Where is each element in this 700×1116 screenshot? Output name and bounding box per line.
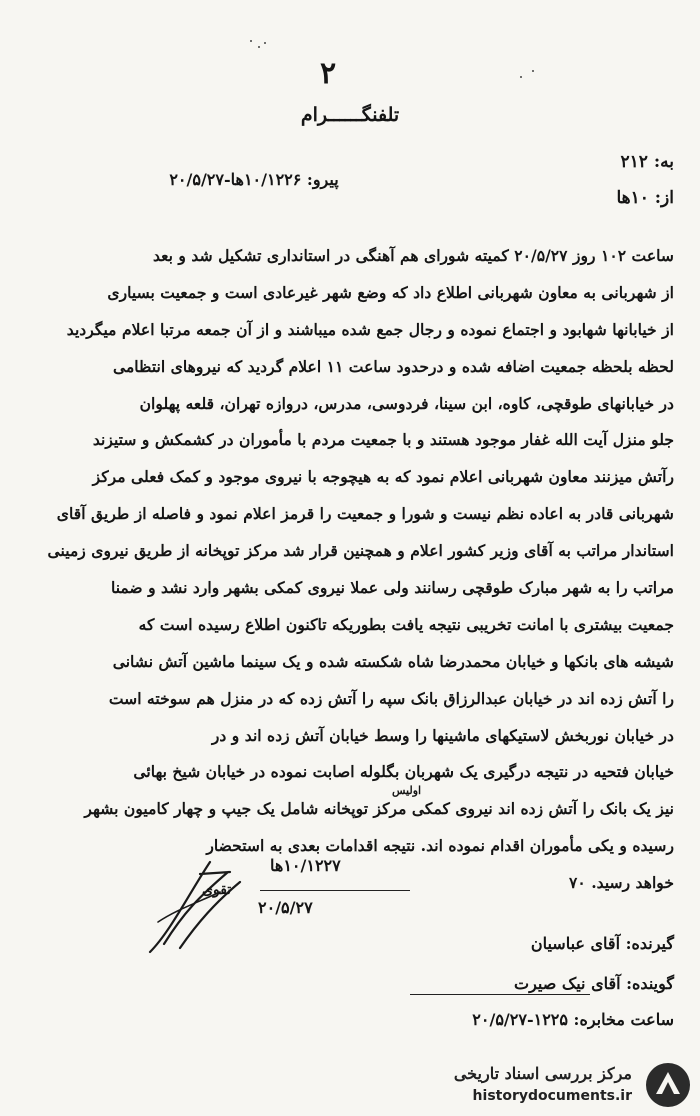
body-line: ساعت ۱۰۲ روز ۲۰/۵/۲۷ کمیته شورای هم آهنگی در استانداری تشکیل شد و بعد: [152, 246, 674, 265]
body-line: شهربانی قادر به اعاده نظم نیست و شورا و جمعیت را قرمز اعلام نمود و فاصله از طریق آقای: [56, 504, 674, 524]
body-line: جمعیت بیشتری با امانت تخریبی نتیجه یافت بطوریکه تاکنون اطلاع رسیده است که: [138, 614, 674, 634]
body-line: در خیابان نوربخش لاستیکهای ماشینها را وسط خیابان آتش زده اند و در: [211, 725, 674, 745]
page-number: ۲: [320, 56, 337, 91]
signature-number: ۱۰/۱۲۲۷ه‍ا: [270, 856, 341, 875]
followup-reference: پیرو: ۱۰/۱۲۲۶ه‍ا-۲۰/۵/۲۷: [169, 170, 339, 189]
archive-logo-icon: [642, 1060, 694, 1110]
body-line: خیابان فتحیه در نتیجه درگیری یک شهربان بگلوله اصابت نموده در خیابان شیخ بهائی: [133, 762, 674, 782]
archive-watermark: [408, 1058, 696, 1112]
body-line: استاندار مراتب به آقای وزیر کشور اعلام و همچنین قرار شد مرکز توپخانه از طریق نیروی زمینی: [47, 541, 674, 561]
body-line: رآتش میزنند معاون شهربانی اعلام نمود که به هیچوجه با نیروی موجود و کمک فعلی مرکز: [92, 467, 674, 487]
body-line: شیشه های بانکها و خیابان محمدرضا شاه شکسته شده و یک سینما ماشین آتش نشانی: [112, 651, 674, 671]
sender-underline: [410, 994, 590, 995]
handwritten-overwrite: اولیس: [392, 784, 422, 797]
transmission-time: ساعت مخابره: ۱۲۲۵-۲۰/۵/۲۷: [472, 1010, 674, 1029]
body-line: در خیابانهای طوقچی، کاوه، ابن سینا، فردوسی، مدرس، دروازه تهران، قلعه پهلوان: [139, 393, 674, 413]
body-line: لحظه بلحظه جمعیت اضافه شده و درحدود ساعت ۱۱ اعلام گردید که نیروهای انتظامی: [112, 356, 674, 376]
reference-from: از: ۱۰ه‍ا: [616, 188, 674, 208]
watermark-url: historydocuments.ir: [472, 1088, 632, 1104]
sender-line: گوینده: آقای نیک صیرت: [514, 974, 674, 993]
body-line: خواهد رسید. ۷۰: [569, 873, 674, 893]
handwritten-signature: [140, 852, 260, 962]
body-line: از خیابانها شهابود و اجتماع نموده و رجال جمع شده میباشند و از آن جمعه مرتبا اعلام میگردید: [66, 319, 674, 339]
watermark-title: مرکز بررسی اسناد تاریخی: [453, 1064, 632, 1083]
signature-divider: [260, 890, 410, 891]
reference-to: به: ۲۱۲: [620, 152, 674, 172]
receiver-line: گیرنده: آقای عباسیان: [530, 934, 674, 953]
signature-block: [140, 852, 440, 962]
telegram-body: [24, 238, 674, 902]
document-type-title: تلفنگــــــرام: [300, 104, 400, 126]
signature-date: ۲۰/۵/۲۷: [258, 898, 313, 917]
body-line: نیز یک بانک را آتش زده اند نیروی کمکی مرکز توپخانه شامل یک جیپ و چهار کامیون بشهر: [84, 799, 674, 819]
body-line: از شهربانی به معاون شهربانی اطلاع داد که وضع شهر غیرعادی است و جمعیت بسیاری: [107, 282, 674, 302]
body-line: مراتب را به شهر مبارک طوقچی رسانند ولی عملا نیروی کمکی بشهر وارد نشد و ضمنا: [110, 578, 674, 598]
signatory-name: تقوی: [202, 882, 232, 898]
body-line: رسیده و یکی مأموران اقدام نموده اند. نتیجه اقدامات بعدی به استحضار: [206, 836, 674, 856]
body-line: جلو منزل آیت الله غفار موجود هستند و با جمعیت مردم با مأموران در کشمکش و ستیزند: [92, 430, 674, 450]
body-line: را آتش زده اند در خیابان عبدالرزاق بانک سپه را آتش زده که در منزل هم سوخته است: [108, 688, 674, 708]
